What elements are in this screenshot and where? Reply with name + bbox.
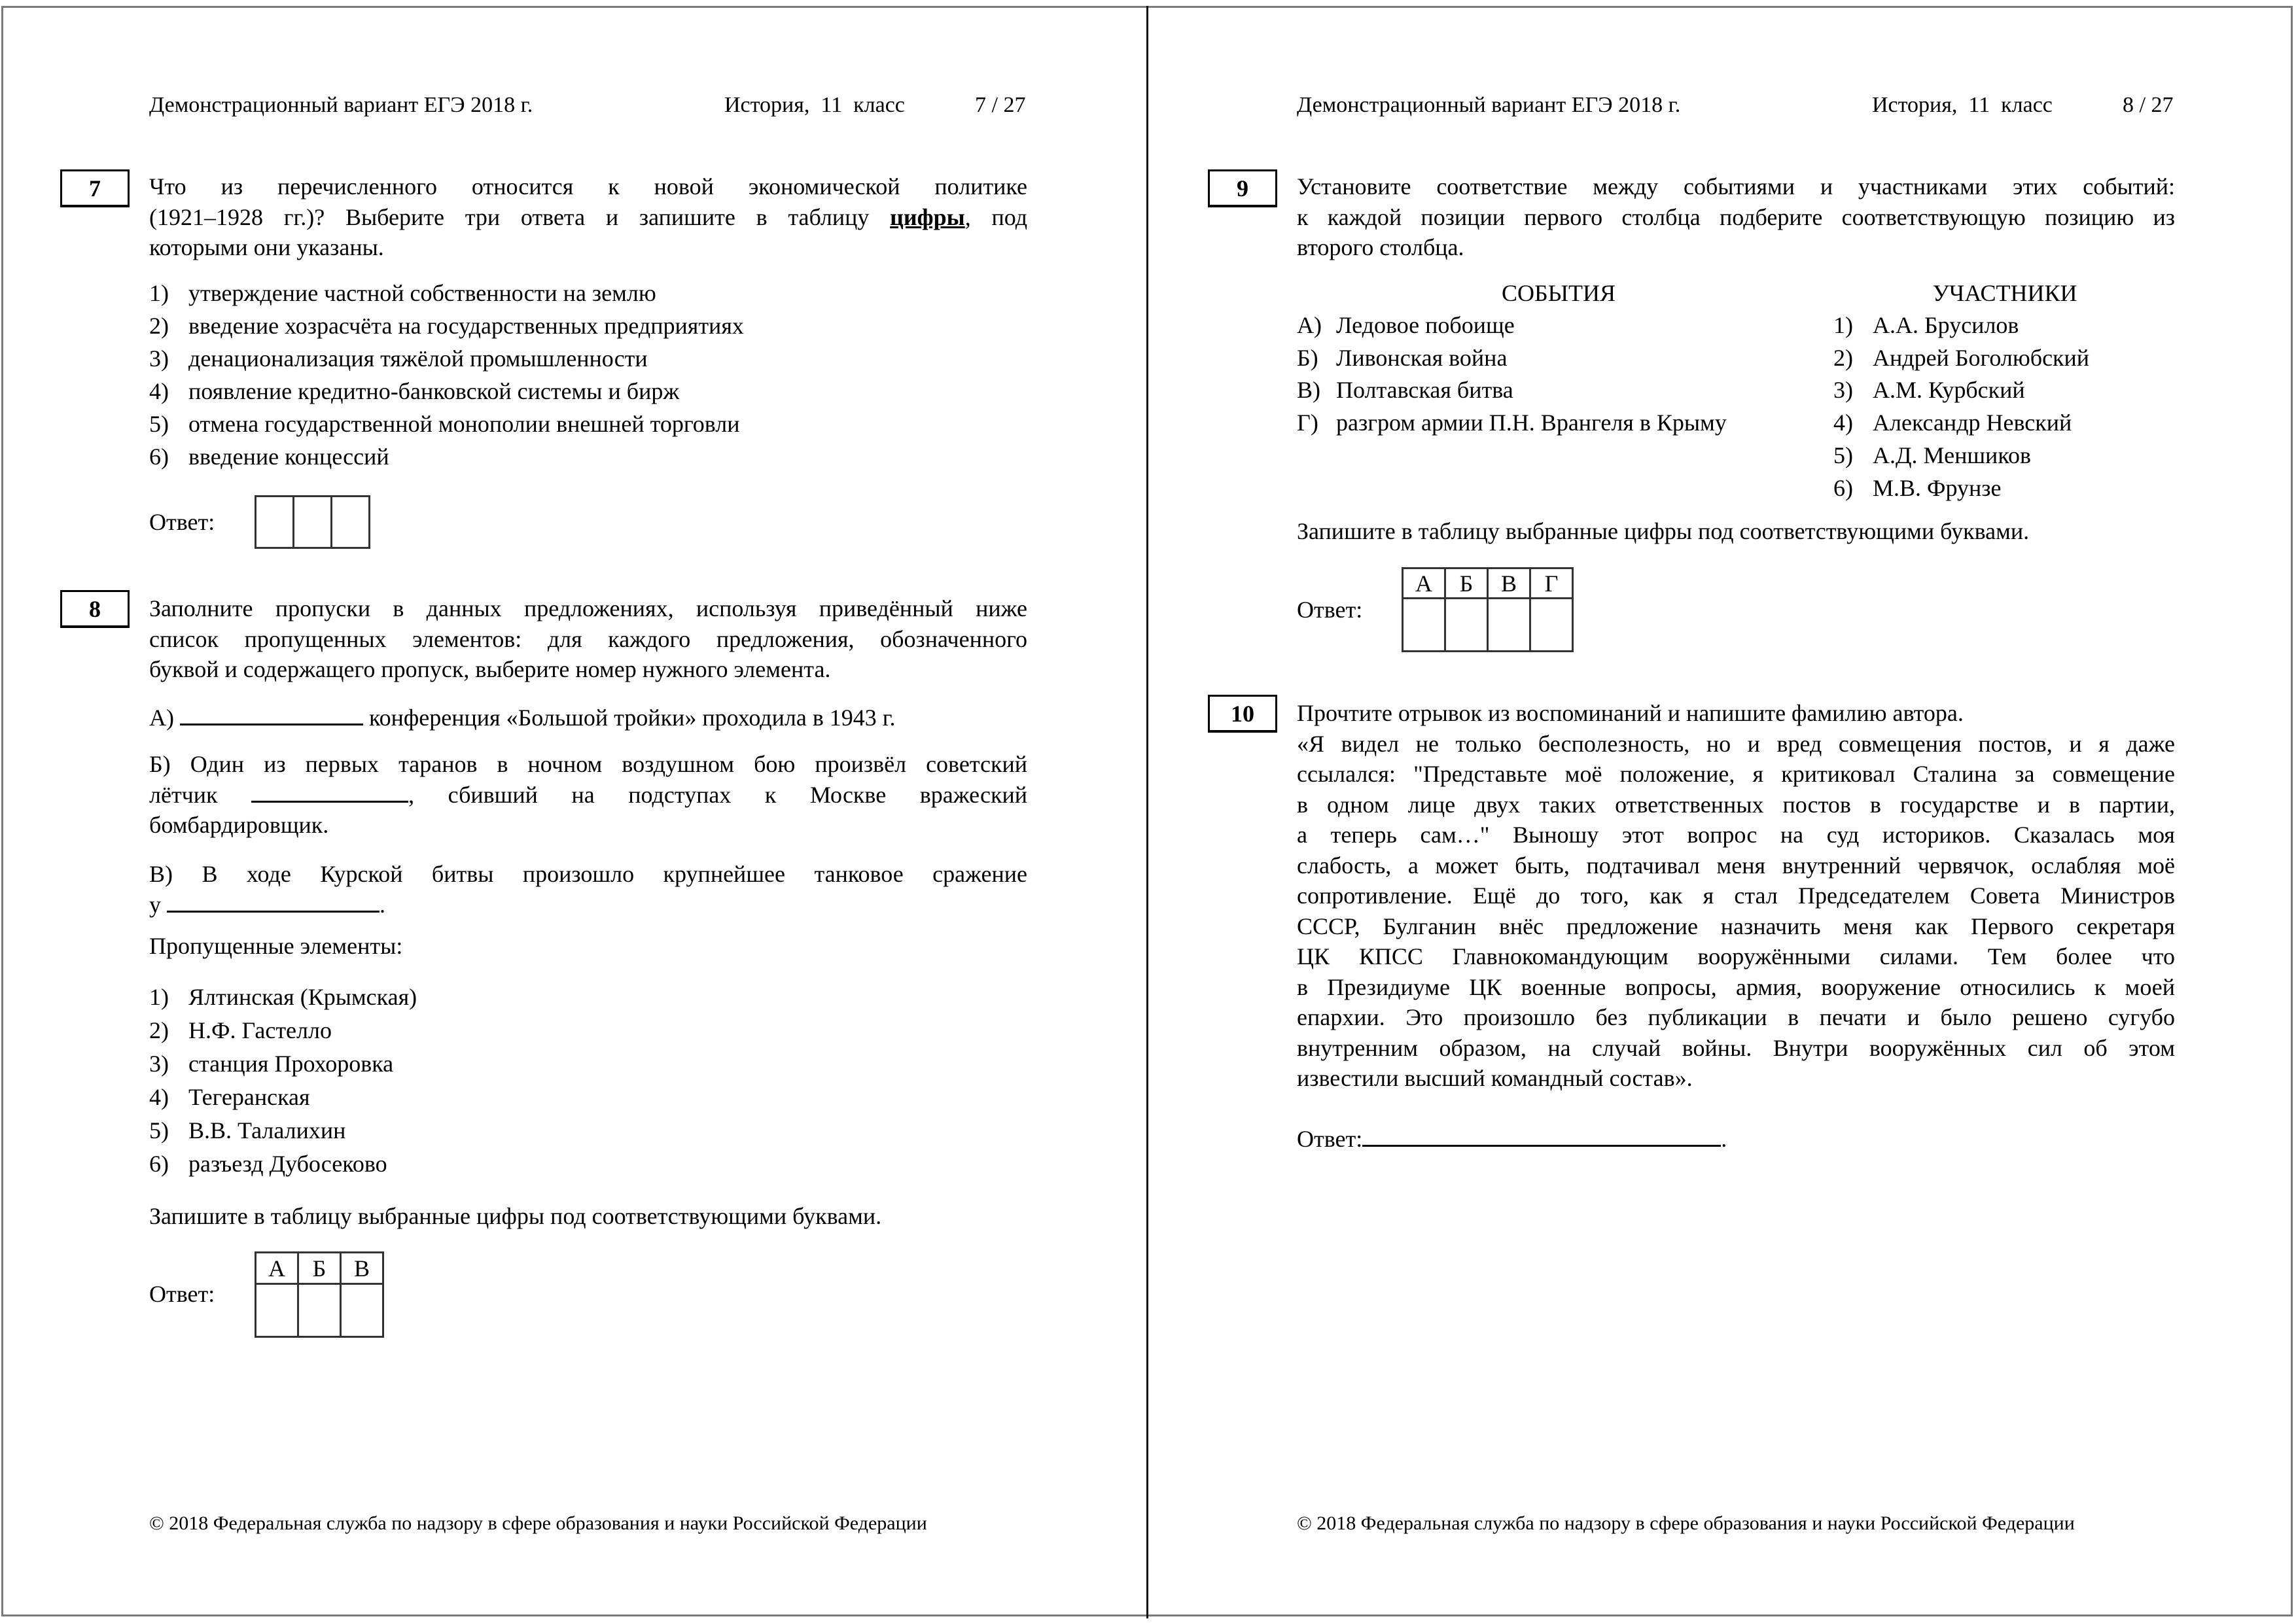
option-item: 2) Н.Ф. Гастелло [149, 1017, 332, 1043]
sentence-b: Б) Один из первых таранов в ночном воздушном бою произвёл советский лётчик , сбивший на подступах к Москве вражеский бомбардировщик. [149, 751, 1027, 838]
answer-label: Ответ: [1297, 597, 1363, 623]
answer-cell[interactable] [256, 497, 294, 548]
table-instruction: Запишите в таблицу выбранные цифры под соответствующими буквами. [1297, 518, 2030, 544]
text-line: (1921–1928 гг.)? Выберите три ответа и запишите в таблицу цифры, под [149, 203, 1028, 230]
participant-item: 3) А.М. Курбский [1833, 377, 2025, 403]
quote-line: а теперь сам…" Выношу этот вопрос на суд историков. Сказалась моя [1297, 822, 2175, 848]
participant-item: 6) М.В. Фрунзе [1833, 475, 2002, 501]
event-item: А) Ледовое побоище [1297, 312, 1515, 338]
answer-cell[interactable] [1488, 599, 1530, 652]
footer-copyright: © 2018 Федеральная служба по надзору в сфере образования и науки Российской Федерации [1297, 1512, 2075, 1534]
answer-label: Ответ: [1297, 1126, 1363, 1152]
text-line: Что из перечисленного относится к новой экономической политике [149, 173, 1027, 200]
header-subject: История, 11 класс [1872, 93, 2053, 117]
answer-header-cell: Г [1530, 568, 1573, 599]
page-8 [1148, 0, 2295, 1623]
header-title: Демонстрационный вариант ЕГЭ 2018 г. [149, 93, 533, 117]
answer-cell[interactable] [1445, 599, 1488, 652]
question-number-box [1208, 695, 1277, 733]
question-number-box [1208, 169, 1277, 207]
question-number: 8 [89, 595, 101, 622]
option-item: 1) утверждение частной собственности на землю [149, 280, 656, 306]
quote-line: в одном лице двух таких ответственных постов в государстве и в партии, [1297, 791, 2175, 818]
question-number-box [60, 169, 130, 207]
sentence-a: А) конференция «Большой тройки» проходила в 1943 г. [149, 705, 896, 731]
text-line: к каждой позиции первого столбца подберите соответствующую позицию из [1297, 203, 2175, 230]
header-page-number: 8 / 27 [2123, 93, 2174, 117]
answer-header-cell: В [1488, 568, 1530, 599]
answer-header-cell: Б [298, 1253, 341, 1284]
quote-line: СССР, Булганин внёс предложение назначить меня как Первого секретаря [1297, 913, 2175, 939]
answer-cell[interactable] [332, 497, 370, 548]
answer-table-q8 [255, 1251, 384, 1338]
participant-item: 4) Александр Невский [1833, 410, 2072, 436]
answer-header-cell: Б [1445, 568, 1488, 599]
quote-line: слабость, а может быть, подтачивал меня внутренний червячок, ослабляя моё [1297, 852, 2175, 879]
blank-line [180, 704, 363, 725]
option-item: 4) появление кредитно-банковской системы и бирж [149, 378, 680, 404]
quote-line: известили высший командный состав». [1297, 1065, 1693, 1091]
answer-cell[interactable] [298, 1284, 341, 1337]
answer-header-cell: А [1403, 568, 1445, 599]
question-number: 9 [1237, 175, 1248, 201]
question-7-text [149, 171, 1027, 263]
quote-line: епархии. Это произошло без публикации в печати и было решено сугубо [1297, 1004, 2175, 1030]
question-number: 10 [1231, 700, 1254, 727]
option-item: 4) Тегеранская [149, 1084, 310, 1110]
answer-label: Ответ: [149, 1281, 215, 1307]
answer-label: Ответ: [149, 509, 215, 535]
quote-line: сопротивление. Ещё до того, как я стал Председателем Совета Министров [1297, 882, 2175, 909]
answer-input-line[interactable] [1362, 1125, 1721, 1147]
quote-line: «Я видел не только бесполезность, но и вред совмещения постов, и я даже [1297, 730, 2175, 757]
answer-cell[interactable] [294, 497, 332, 548]
quote-line: ЦК КПСС Главнокомандующим вооружёнными силами. Тем более что [1297, 943, 2175, 969]
text-line: Заполните пропуски в данных предложениях, используя приведённый ниже [149, 595, 1027, 621]
quote-line: ссылался: "Представьте моё положение, я критиковал Сталина за совмещение [1297, 761, 2175, 787]
participants-column-title: УЧАСТНИКИ [1932, 280, 2077, 306]
header-title: Демонстрационный вариант ЕГЭ 2018 г. [1297, 93, 1681, 117]
answer-table-q9 [1402, 567, 1574, 652]
option-item: 6) разъезд Дубосеково [149, 1151, 387, 1177]
option-item: 6) введение концессий [149, 444, 389, 470]
emphasis-digits: цифры [890, 203, 965, 230]
question-10-text [1297, 698, 2175, 1094]
answer-cell[interactable] [1403, 599, 1445, 652]
blank-line [167, 891, 380, 913]
text-line: которыми они указаны. [149, 234, 384, 260]
participant-item: 2) Андрей Боголюбский [1833, 345, 2090, 371]
question-number: 7 [89, 175, 101, 201]
question-9-text [1297, 171, 2175, 263]
question-prompt: Прочтите отрывок из воспоминаний и напишите фамилию автора. [1297, 700, 1964, 726]
option-item: 2) введение хозрасчёта на государственных предприятиях [149, 313, 744, 339]
text-line: буквой и содержащего пропуск, выберите номер нужного элемента. [149, 656, 831, 682]
question-number-box [60, 590, 130, 628]
header-subject: История, 11 класс [724, 93, 905, 117]
text-line: список пропущенных элементов: для каждого предложения, обозначенного [149, 625, 1027, 652]
footer-copyright: © 2018 Федеральная служба по надзору в сфере образования и науки Российской Федерации [149, 1512, 927, 1534]
option-item: 1) Ялтинская (Крымская) [149, 984, 417, 1010]
quote-line: внутренним образом, на случай войны. Внутри вооружённых сил об этом [1297, 1034, 2175, 1061]
event-item: В) Полтавская битва [1297, 377, 1513, 403]
option-item: 5) отмена государственной монополии внешней торговли [149, 411, 740, 437]
text-line: второго столбца. [1297, 234, 1464, 260]
sentence-c: В) В ходе Курской битвы произошло крупнейшее танковое сражение у . [149, 861, 1027, 918]
answer-cell[interactable] [1530, 599, 1573, 652]
answer-row-q10: Ответ: . [1297, 1126, 1727, 1152]
option-item: 3) станция Прохоровка [149, 1051, 394, 1077]
option-item: 3) денационализация тяжёлой промышленности [149, 345, 648, 372]
text-line: Установите соответствие между событиями и участниками этих событий: [1297, 173, 2175, 200]
table-instruction: Запишите в таблицу выбранные цифры под соответствующими буквами. [149, 1203, 882, 1229]
participant-item: 5) А.Д. Меншиков [1833, 442, 2031, 468]
answer-cell[interactable] [341, 1284, 383, 1337]
answer-header-cell: А [256, 1253, 298, 1284]
answer-header-cell: В [341, 1253, 383, 1284]
missing-elements-title: Пропущенные элементы: [149, 933, 403, 959]
header-page-number: 7 / 27 [975, 93, 1026, 117]
event-item: Б) Ливонская война [1297, 345, 1508, 371]
event-item: Г) разгром армии П.Н. Врангеля в Крыму [1297, 410, 1727, 436]
quote-line: в Президиуме ЦК военные вопросы, армия, вооружение относились к моей [1297, 973, 2175, 1000]
events-column-title: СОБЫТИЯ [1501, 280, 1616, 306]
answer-cell[interactable] [256, 1284, 298, 1337]
answer-table-q7 [255, 495, 370, 549]
participant-item: 1) А.А. Брусилов [1833, 312, 2019, 338]
option-item: 5) В.В. Талалихин [149, 1117, 346, 1143]
blank-line [251, 781, 408, 803]
question-8-text [149, 593, 1027, 685]
